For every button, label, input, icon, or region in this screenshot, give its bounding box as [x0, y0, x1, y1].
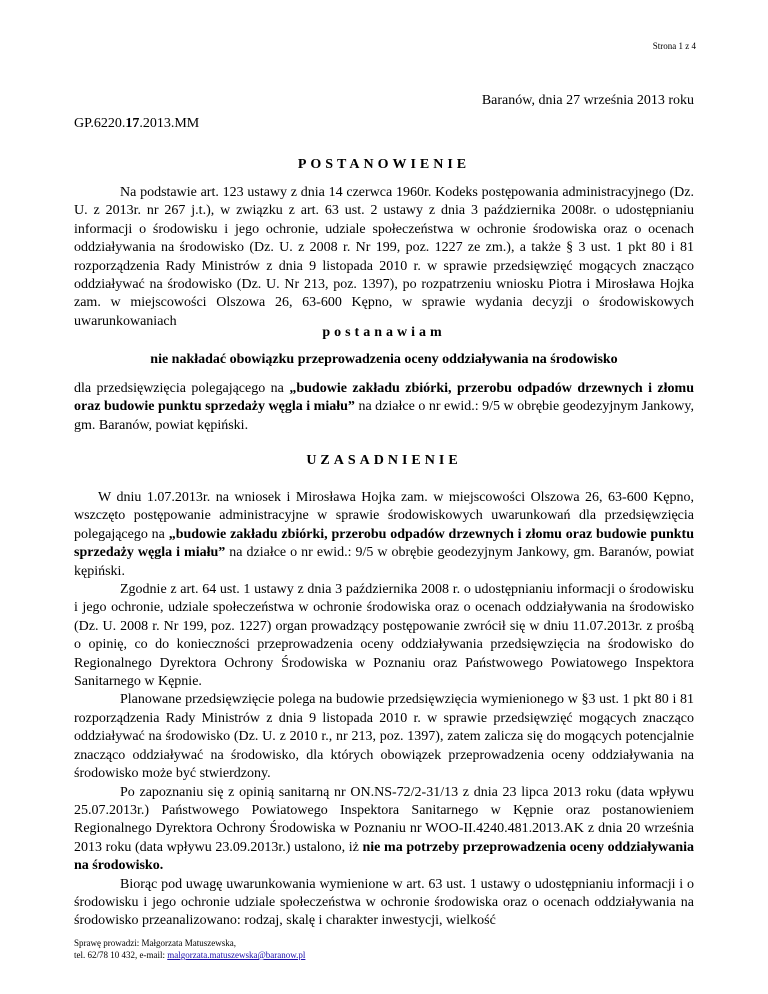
justification-1a: W dniu 1.07.2013r. na wniosek i Mirosława Hojka zam. w miejscowości Olszowa 26, 63-600 Kępno, wszczęto postępowanie administracyjne w sprawie środowiskowych uwarunkowań dla przedsięwzięcia polegającego na: [74, 490, 694, 542]
footer-phone: tel. 62/78 10 432, e-mail:: [74, 950, 168, 960]
footer-line-2: [74, 949, 305, 961]
justification-paragraph-1: [74, 489, 694, 581]
justification-5: Biorąc pod uwagę uwarunkowania wymienione w art. 63 ust. 1 ustawy o udostępnianiu informacji i o środowisku i jego ochronie udziale społeczeństwa w ochronie środowiska oraz o ocenach oddziaływania na środowisko przeanalizowano: rodzaj, skalę i charakter inwestycji, wielkość: [74, 876, 694, 929]
justification-2: Zgodnie z art. 64 ust. 1 ustawy z dnia 3 października 2008 r. o udostępnianiu informacji o środowisku i jego ochronie, udziale społeczeństwa w ochronie środowiska oraz o ocenach oddziaływania na środowisko (Dz. U. 2008 r. Nr 199, poz. 1227) organ prowadzący postępowanie zwrócił się w dniu 11.07.2013r. z prośbą o opinię, co do konieczności przeprowadzenia oceny oddziaływania przedsięwzięcia na środowisko do Regionalnego Dyrektora Ochrony Środowiska w Poznaniu oraz Państwowego Powiatowego Inspektora Sanitarnego w Kępnie.: [74, 582, 694, 690]
place-date: Baranów, dnia 27 września 2013 roku: [481, 93, 694, 108]
title-postanawiam: postanawiam: [322, 325, 446, 340]
title-uzasadnienie: UZASADNIENIE: [306, 453, 462, 468]
footer-line-1: Sprawę prowadzi: Małgorzata Matuszewska,: [74, 938, 236, 948]
justification-1c: na działce o nr ewid.: 9/5 w obrębie geodezyjnym Jankowy, gm. Baranów, powiat kępiński.: [74, 545, 694, 579]
justification-section: [74, 489, 694, 931]
justification-1b: „budowie zakładu zbiórki, przerobu odpadów drzewnych i złomu oraz budowie punktu sprzedaży węgla i miału”: [74, 526, 694, 561]
email-link[interactable]: malgorzata.matuszewska@baranow.pl: [167, 950, 306, 960]
subject-text-bold: „budowie zakładu zbiórki, przerobu odpadów drzewnych i złomu oraz budowie punktu sprzedaży węgla i miału”: [74, 381, 694, 415]
subject-text-2: na działce o nr ewid.: 9/5 w obrębie geodezyjnym Jankowy, gm. Baranów, powiat kępiński.: [74, 399, 694, 433]
justification-paragraph-3: [74, 691, 694, 783]
footer: [74, 937, 305, 961]
justification-4b: nie ma potrzeby przeprowadzenia oceny oddziaływania na środowisko.: [74, 839, 694, 874]
case-reference-prefix: GP.6220.: [74, 116, 126, 131]
intro-paragraph: [74, 184, 694, 331]
subject-paragraph: [74, 380, 694, 435]
title-postanowienie: POSTANOWIENIE: [297, 157, 471, 172]
subject-text-1: dla przedsięwzięcia polegającego na: [74, 381, 290, 396]
justification-4a: Po zapoznaniu się z opinią sanitarną nr ON.NS-72/2-31/13 z dnia 23 lipca 2013 roku (data wpływu 25.07.2013r.) Państwowego Powiatowego Inspektora Sanitarnego w Kępnie oraz postanowieniem Regionalnego Dyrektora Ochrony Środowiska w Poznaniu nr WOO-II.4240.481.2013.AK z dnia 20 września 2013 roku (data wpływu 23.09.2013r.) ustalono, iż: [74, 784, 694, 855]
intro-text: Na podstawie art. 123 ustawy z dnia 14 czerwca 1960r. Kodeks postępowania administracyjnego (Dz. U. z 2013r. nr 267 j.t.), w związku z art. 63 ust. 2 ustawy z dnia 3 października 2008r. o udostępnianiu informacji o środowisku i jego ochronie, udziale społeczeństwa w ochronie środowiska oraz o ocenach oddziaływania na środowisko (Dz. U. z 2008 r. Nr 199, poz. 1227 ze zm.), a także § 3 ust. 1 pkt 80 i 81 rozporządzenia Rady Ministrów z dnia 9 listopada 2010 r. w sprawie przedsięwzięć mogących znacząco oddziaływać na środowisko (Dz. U. Nr 213, poz. 1397), po rozpatrzeniu wniosku Piotra i Mirosława Hojka zam. w miejscowości Olszowa 26, 63-600 Kępno, w sprawie wydania decyzji o środowiskowych uwarunkowaniach: [74, 185, 694, 329]
page-number: Strona 1 z 4: [652, 41, 696, 51]
case-reference-number: 17: [125, 116, 140, 131]
justification-paragraph-2: [74, 581, 694, 691]
case-reference: [74, 116, 199, 132]
case-reference-suffix: .2013.MM: [139, 116, 200, 131]
justification-paragraph-5: [74, 876, 694, 931]
justification-paragraph-4: [74, 784, 694, 876]
justification-3: Planowane przedsięwzięcie polega na budowie przedsięwzięcia wymienionego w §3 ust. 1 pkt 80 i 81 rozporządzenia Rady Ministrów z dnia 9 listopada 2010 r. w sprawie przedsięwzięć mogących znacząco oddziaływać na środowisko (Dz. U. z 2010 r., nr 213, poz. 1397), zatem zalicza się do mogących potencjalnie znacząco oddziaływać na środowisko, dla których obowiązek przeprowadzenia oceny oddziaływania na środowisko może być stwierdzony.: [74, 692, 694, 782]
decision-text: nie nakładać obowiązku przeprowadzenia oceny oddziaływania na środowisko: [150, 352, 618, 367]
